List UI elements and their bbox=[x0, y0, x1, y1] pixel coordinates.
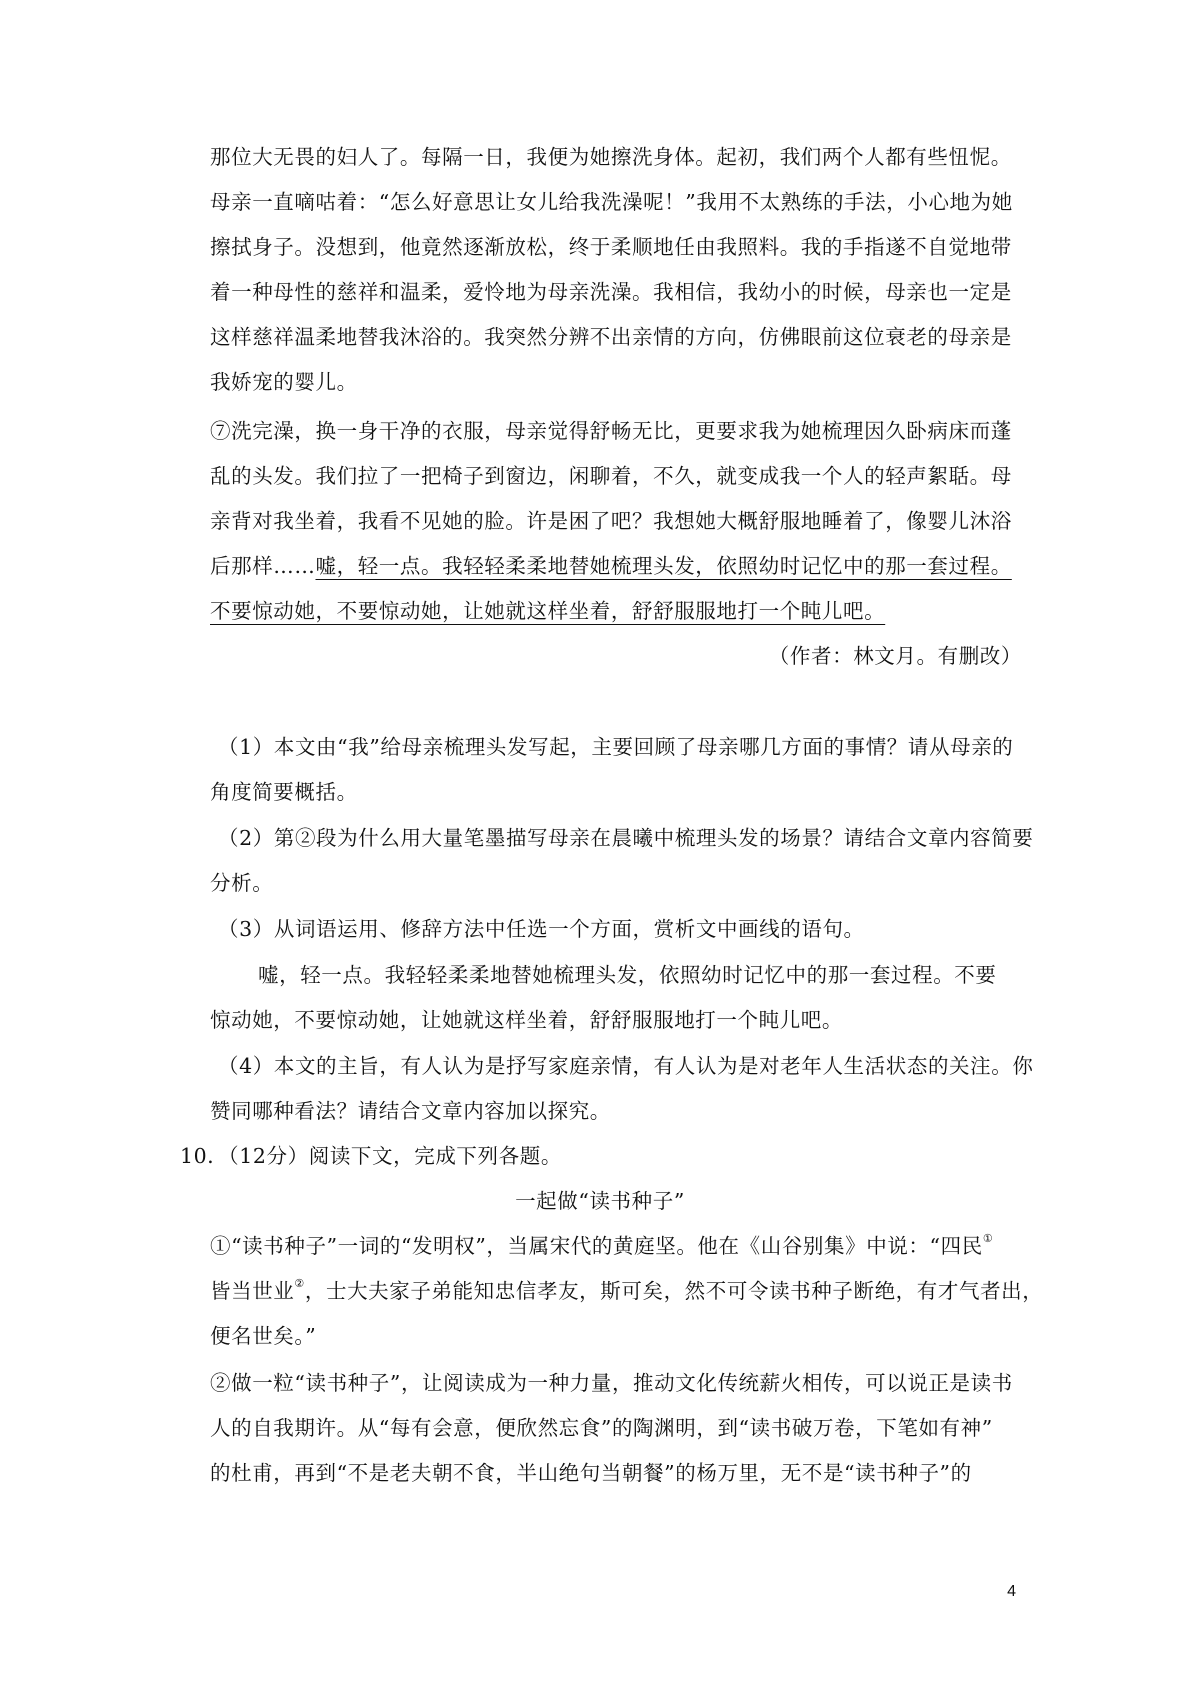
passage-line: 母亲一直嘀咕着：“怎么好意思让女儿给我洗澡呢！”我用不太熟练的手法，小心地为她 bbox=[210, 190, 1013, 214]
footnote-marker: ② bbox=[294, 1277, 305, 1290]
passage-line: 乱的头发。我们拉了一把椅子到窗边，闲聊着，不久，就变成我一个人的轻声絮聒。母 bbox=[210, 464, 1012, 488]
passage-line: ⑦洗完澡，换一身干净的衣服，母亲觉得舒畅无比，更要求我为她梳理因久卧病床而蓬 bbox=[210, 419, 1012, 443]
underlined-sentence: 不要惊动她，不要惊动她，让她就这样坐着，舒舒服服地打一个盹儿吧。 bbox=[210, 599, 886, 623]
question-4: （4）本文的主旨，有人认为是抒写家庭亲情，有人认为是对老年人生活状态的关注。你 bbox=[218, 1054, 1034, 1078]
question-2: （2）第②段为什么用大量笔墨描写母亲在晨曦中梳理头发的场景？请结合文章内容简要 bbox=[218, 826, 1034, 850]
article-line bbox=[210, 1276, 1044, 1306]
question-3-quote: 惊动她，不要惊动她，让她就这样坐着，舒舒服服地打一个盹儿吧。 bbox=[210, 1008, 843, 1032]
article-line: 便名世矣。” bbox=[210, 1324, 317, 1348]
passage-line: 亲背对我坐着，我看不见她的脸。许是困了吧？我想她大概舒服地睡着了，像婴儿沐浴 bbox=[210, 509, 1012, 533]
article-text: 皆当世业 bbox=[210, 1279, 295, 1303]
passage-line bbox=[210, 551, 1030, 581]
underlined-sentence: 嘘，轻一点。我轻轻柔柔地替她梳理头发，依照幼时记忆中的那一套过程。 bbox=[315, 554, 1012, 578]
question-4-cont: 赞同哪种看法？请结合文章内容加以探究。 bbox=[210, 1099, 611, 1123]
page-number: 4 bbox=[1007, 1583, 1016, 1600]
passage-line: 我娇宠的婴儿。 bbox=[210, 370, 358, 394]
article-line bbox=[210, 1231, 1030, 1261]
article-text: ，士大夫家子弟能知忠信孝友，斯可矣，然不可令读书种子断绝，有才气者出， bbox=[304, 1279, 1044, 1303]
article-line: ②做一粒“读书种子”，让阅读成为一种力量，推动文化传统薪火相传，可以说正是读书 bbox=[210, 1371, 1013, 1395]
footnote-marker: ① bbox=[982, 1232, 994, 1245]
article-line: 人的自我期许。从“每有会意，便欣然忘食”的陶渊明，到“读书破万卷，下笔如有神” bbox=[210, 1416, 993, 1440]
article-line: 的杜甫，再到“不是老夫朝不食，半山绝句当朝餐”的杨万里，无不是“读书种子”的 bbox=[210, 1461, 972, 1485]
passage-line: 那位大无畏的妇人了。每隔一日，我便为她擦洗身体。起初，我们两个人都有些忸怩。 bbox=[210, 145, 1012, 169]
source-attribution: （作者：林文月。有删改） bbox=[768, 644, 1022, 668]
passage-text: 后那样…… bbox=[210, 554, 316, 578]
passage-line: 这样慈祥温柔地替我沐浴的。我突然分辨不出亲情的方向，仿佛眼前这位衰老的母亲是 bbox=[210, 325, 1012, 349]
passage-line: 着一种母性的慈祥和温柔，爱怜地为母亲洗澡。我相信，我幼小的时候，母亲也一定是 bbox=[210, 280, 1012, 304]
article-title: 一起做“读书种子” bbox=[515, 1189, 685, 1213]
question-1: （1）本文由“我”给母亲梳理头发写起，主要回顾了母亲哪几方面的事情？请从母亲的 bbox=[218, 735, 1014, 759]
passage-line bbox=[210, 596, 1030, 626]
article-text: ①“读书种子”一词的“发明权”，当属宋代的黄庭坚。他在《山谷别集》中说：“四民 bbox=[210, 1234, 983, 1258]
question-3: （3）从词语运用、修辞方法中任选一个方面，赏析文中画线的语句。 bbox=[218, 917, 865, 941]
question-10-header: 10．（12分）阅读下文，完成下列各题。 bbox=[180, 1144, 562, 1168]
question-1-cont: 角度简要概括。 bbox=[210, 780, 358, 804]
passage-line: 擦拭身子。没想到，他竟然逐渐放松，终于柔顺地任由我照料。我的手指遂不自觉地带 bbox=[210, 235, 1012, 259]
question-2-cont: 分析。 bbox=[210, 871, 274, 895]
question-3-quote: 嘘，轻一点。我轻轻柔柔地替她梳理头发，依照幼时记忆中的那一套过程。不要 bbox=[258, 963, 997, 987]
